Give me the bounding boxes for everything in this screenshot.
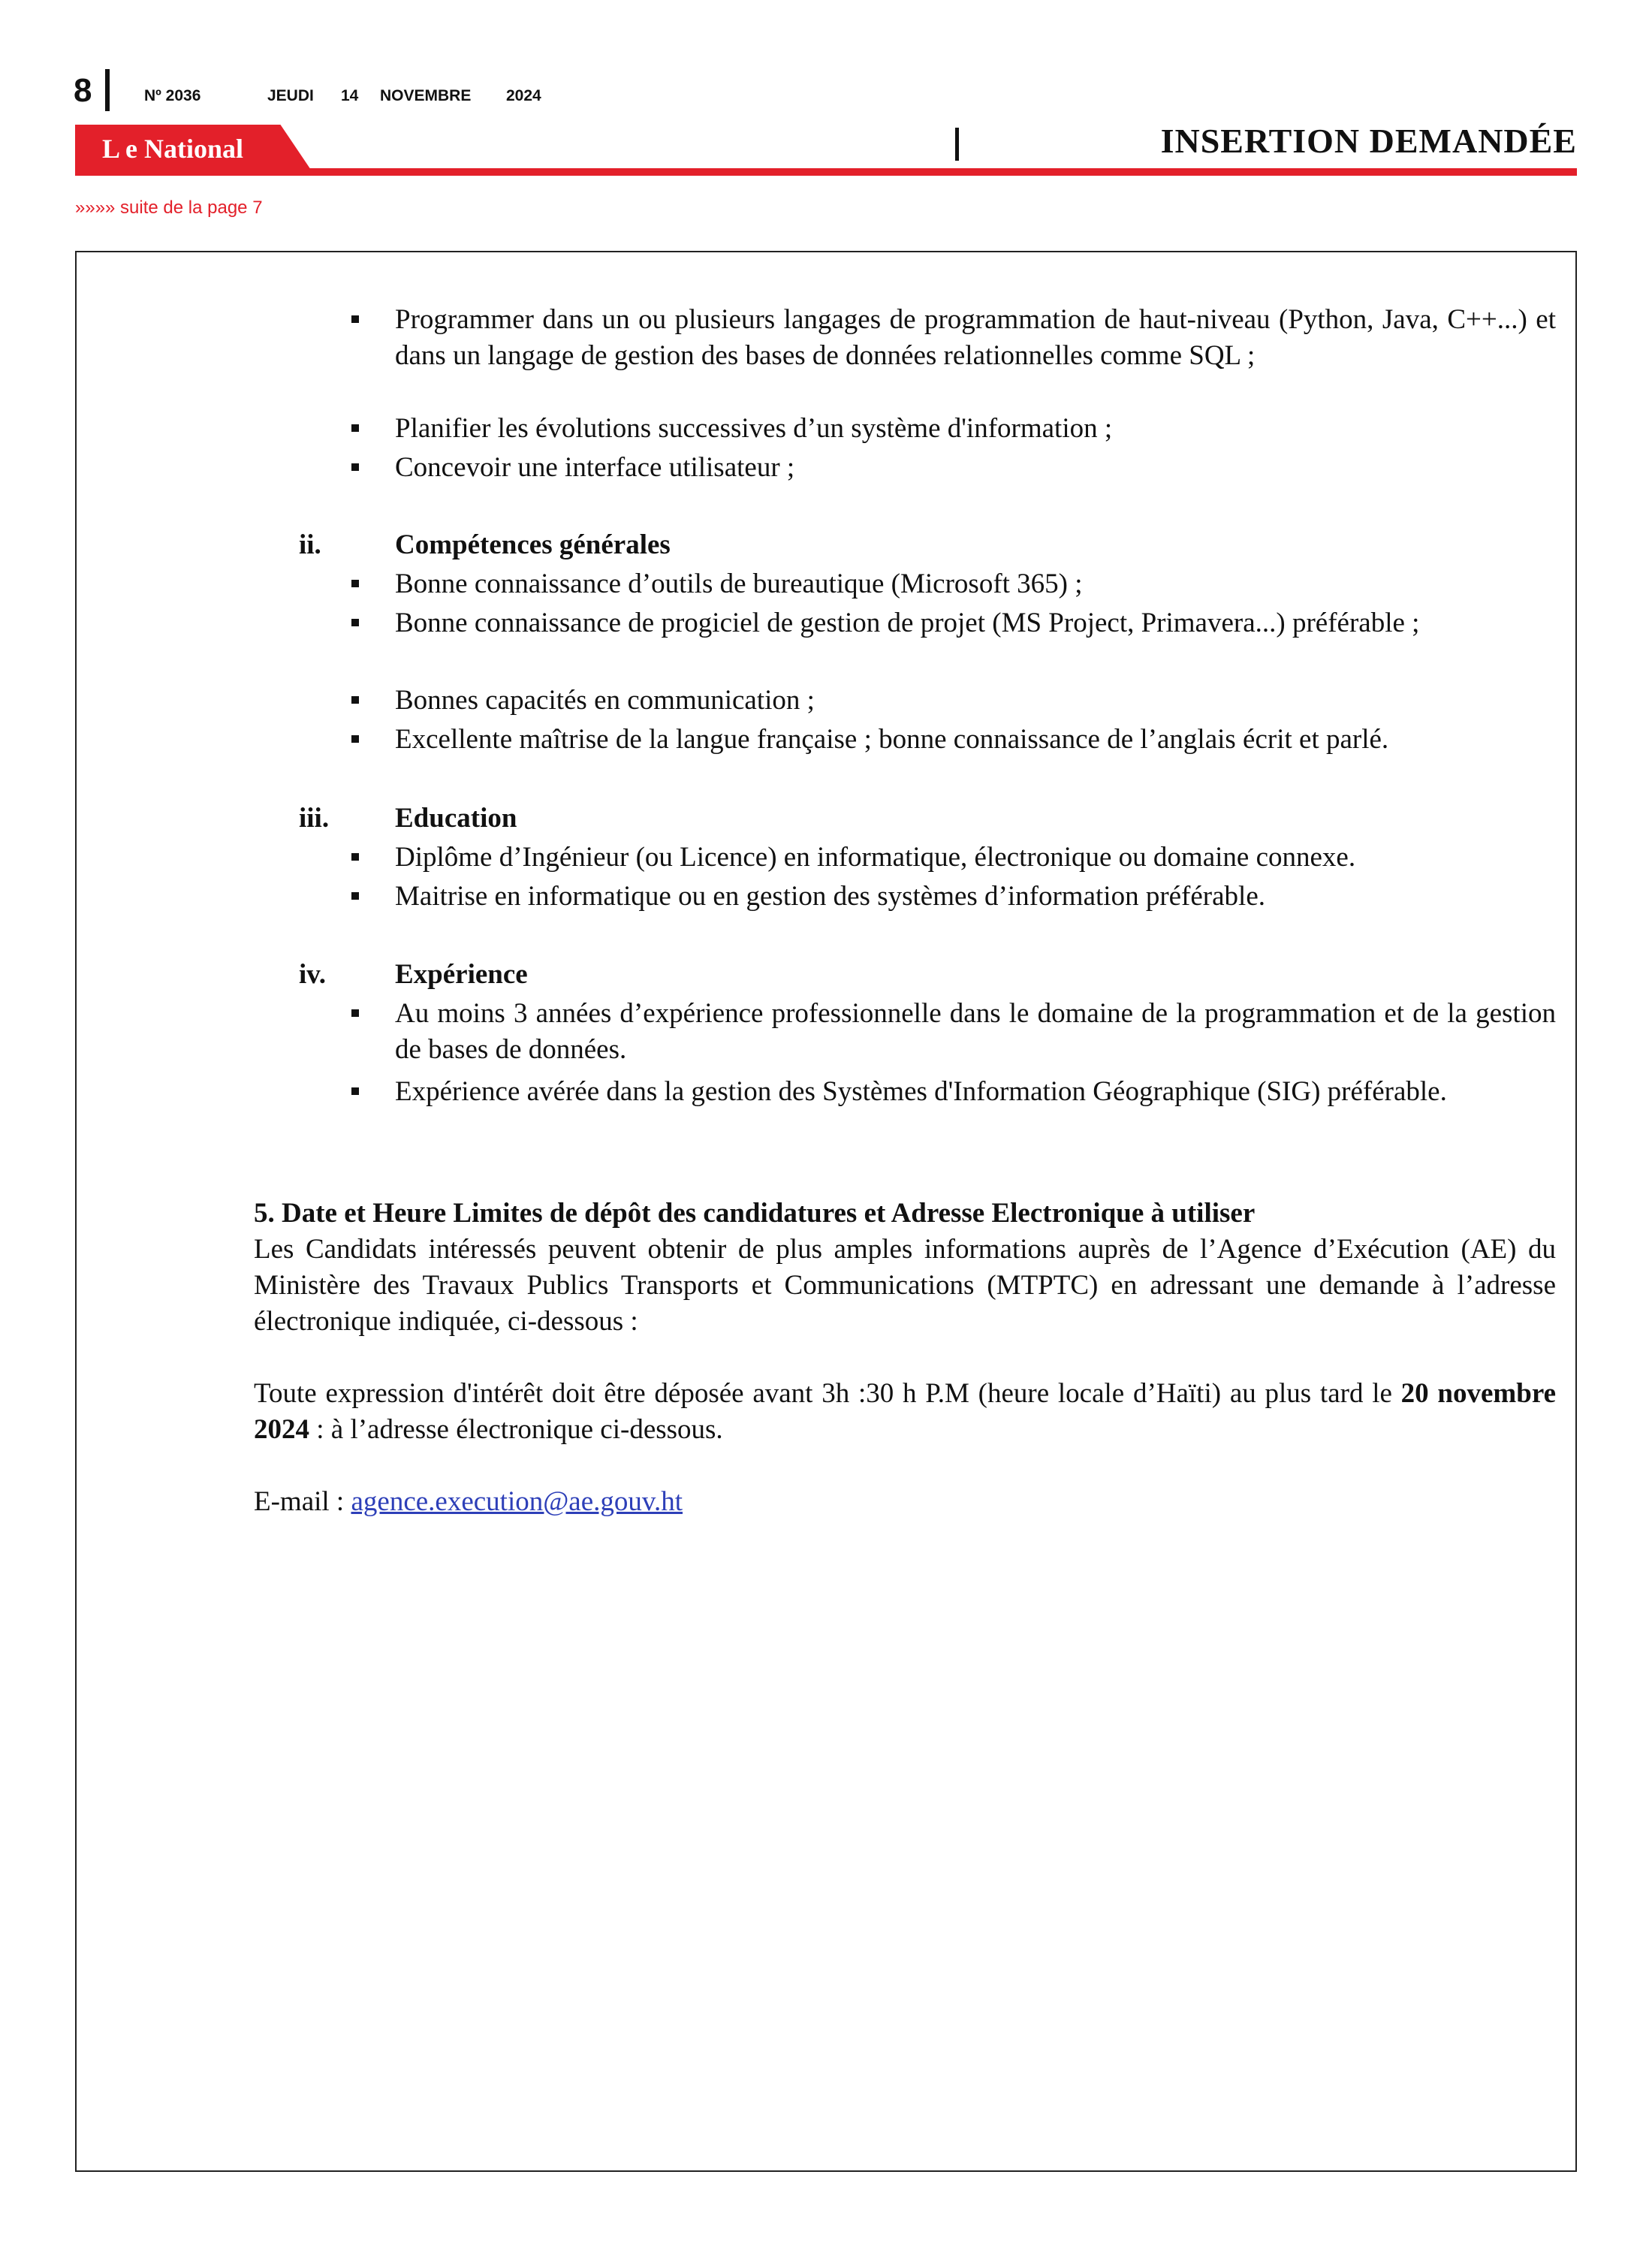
list-item: Maitrise en informatique ou en gestion des systèmes d’information préférable.	[395, 881, 1265, 912]
list-item: Bonne connaissance de progiciel de gestion de projet (MS Project, Primavera...) préférable ;	[395, 608, 1420, 638]
bullet-marker	[351, 1087, 359, 1095]
list-item: Au moins 3 années d’expérience professionnelle dans le domaine de la programmation et de la gestion de bases de données.	[395, 998, 1556, 1065]
deadline-text-start: Toute expression d'intérêt doit être déposée avant 3h :30 h P.M (heure locale d’Haïti) au plus tard le	[254, 1378, 1401, 1409]
bullet-marker	[351, 735, 359, 743]
insertion-box	[75, 251, 1577, 2172]
list-item: Bonne connaissance d’outils de bureautique (Microsoft 365) ;	[395, 569, 1083, 599]
list-item: Planifier les évolutions successives d’un système d'information ;	[395, 413, 1113, 444]
section-heading: Expérience	[395, 959, 528, 990]
section-heading: Compétences générales	[395, 529, 671, 560]
bullet-marker	[351, 424, 359, 432]
bullet-marker	[351, 696, 359, 704]
issue-date-number: 14	[341, 87, 359, 104]
page-number: 8	[74, 72, 92, 109]
section-numeral: ii.	[299, 529, 321, 560]
list-item: Excellente maîtrise de la langue française ; bonne connaissance de l’anglais écrit et parlé.	[395, 724, 1389, 755]
continued-from-note: »»»» suite de la page 7	[75, 198, 263, 218]
list-item: Diplôme d’Ingénieur (ou Licence) en informatique, électronique ou domaine connexe.	[395, 842, 1356, 873]
section-5-paragraph: Les Candidats intéressés peuvent obtenir de plus amples informations auprès de l’Agence d’Exécution (AE) du Ministère des Travaux Publics Transports et Communications (MTPTC) en adressant une demande à l’adresse électronique indiquée, ci-dessous :	[254, 1234, 1556, 1337]
email-label: E-mail :	[254, 1486, 351, 1517]
issue-month: NOVEMBRE	[380, 87, 472, 104]
email-link[interactable]: agence.execution@ae.gouv.ht	[351, 1486, 683, 1517]
deadline-date: 20 novembre 2024	[254, 1378, 1557, 1445]
list-item: Programmer dans un ou plusieurs langages de programmation de haut-niveau (Python, Java, C++...) et dans un langage de gestion des bases de données relationnelles comme SQL ;	[395, 304, 1556, 371]
section-numeral: iv.	[299, 959, 326, 990]
bullet-marker	[351, 580, 359, 587]
list-item: Bonnes capacités en communication ;	[395, 685, 815, 716]
issue-year: 2024	[506, 87, 541, 104]
list-item: Concevoir une interface utilisateur ;	[395, 452, 795, 483]
bullet-marker	[351, 1009, 359, 1017]
page-number-divider	[105, 69, 110, 111]
section-numeral: iii.	[299, 803, 330, 834]
bullet-marker	[351, 853, 359, 861]
section-heading: Education	[395, 803, 517, 834]
issue-day: JEUDI	[267, 87, 314, 104]
email-line	[254, 1484, 1556, 1520]
deadline-text-end: : à l’adresse électronique ci-dessous.	[309, 1414, 723, 1445]
list-item: Expérience avérée dans la gestion des Systèmes d'Information Géographique (SIG) préférable.	[395, 1076, 1447, 1107]
bullet-marker	[351, 892, 359, 900]
issue-number: Nº 2036	[144, 87, 201, 104]
bullet-marker	[351, 619, 359, 626]
bullet-marker	[351, 463, 359, 471]
bullet-marker	[351, 315, 359, 323]
header-divider	[955, 128, 959, 161]
section-title: INSERTION DEMANDÉE	[1160, 122, 1577, 160]
newspaper-logo: L e National	[102, 134, 244, 164]
section-5-heading: 5. Date et Heure Limites de dépôt des candidatures et Adresse Electronique à utiliser	[254, 1198, 1256, 1229]
header-rule	[75, 168, 1577, 176]
deadline-paragraph	[254, 1376, 1556, 1448]
